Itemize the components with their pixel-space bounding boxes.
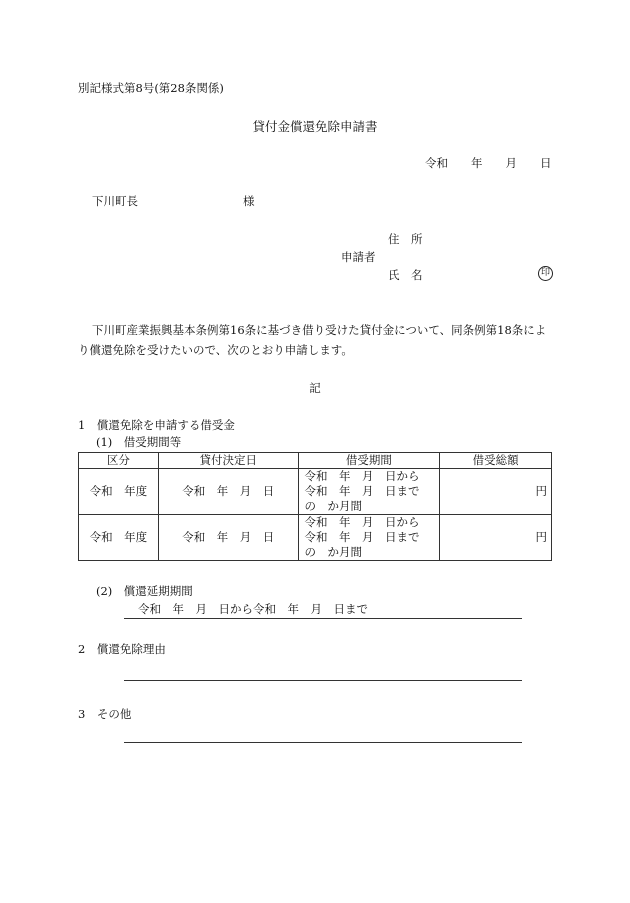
cell-category: 令和 年度 <box>79 469 159 515</box>
header-amount: 借受総額 <box>440 453 552 469</box>
seal-mark: 印 <box>538 266 553 281</box>
ki-heading: 記 <box>309 381 321 395</box>
cell-decision-date: 令和 年 月 日 <box>158 515 298 561</box>
period-months: の か月間 <box>304 499 363 513</box>
period-from: 令和 年 月 日から <box>304 469 420 483</box>
other-underline <box>124 742 522 743</box>
document-title: 貸付金償還免除申請書 <box>252 119 378 134</box>
cell-category: 令和 年度 <box>79 515 159 561</box>
period-from: 令和 年 月 日から <box>304 515 420 529</box>
period-to: 令和 年 月 日まで <box>304 530 420 544</box>
header-decision-date: 貸付決定日 <box>158 453 298 469</box>
period-to: 令和 年 月 日まで <box>304 484 420 498</box>
deferral-period-underline <box>124 618 522 619</box>
name-label: 氏 名 <box>388 268 423 282</box>
header-period: 借受期間 <box>298 453 440 469</box>
deferral-period-value: 令和 年 月 日から令和 年 月 日まで <box>138 602 368 616</box>
section1-heading: 1 償還免除を申請する借受金 <box>78 418 235 432</box>
cell-period <box>298 515 440 561</box>
addressee-honorific: 様 <box>243 194 255 208</box>
table-row <box>79 469 552 515</box>
section2-heading: 2 償還免除理由 <box>78 642 166 656</box>
date-line: 令和 年 月 日 <box>425 156 552 170</box>
addressee-name: 下川町長 <box>92 194 138 208</box>
header-category: 区分 <box>79 453 159 469</box>
form-reference: 別記様式第8号(第28条関係) <box>78 81 224 95</box>
cell-amount: 円 <box>440 515 552 561</box>
applicant-label: 申請者 <box>341 250 376 264</box>
cell-period <box>298 469 440 515</box>
body-text-line2: り償還免除を受けたいので、次のとおり申請します。 <box>78 343 353 357</box>
reason-underline <box>124 680 522 681</box>
table-row <box>79 515 552 561</box>
loan-table <box>78 452 552 561</box>
section1-sub2: (2) 償還延期期間 <box>96 584 193 598</box>
address-label: 住 所 <box>388 232 423 246</box>
section3-heading: 3 その他 <box>78 707 132 721</box>
section1-sub1: (1) 借受期間等 <box>96 435 182 449</box>
table-header-row <box>79 453 552 469</box>
cell-amount: 円 <box>440 469 552 515</box>
cell-decision-date: 令和 年 月 日 <box>158 469 298 515</box>
body-text-line1: 下川町産業振興基本条例第16条に基づき借り受けた貸付金について、同条例第18条によ <box>92 323 547 337</box>
period-months: の か月間 <box>304 545 363 559</box>
